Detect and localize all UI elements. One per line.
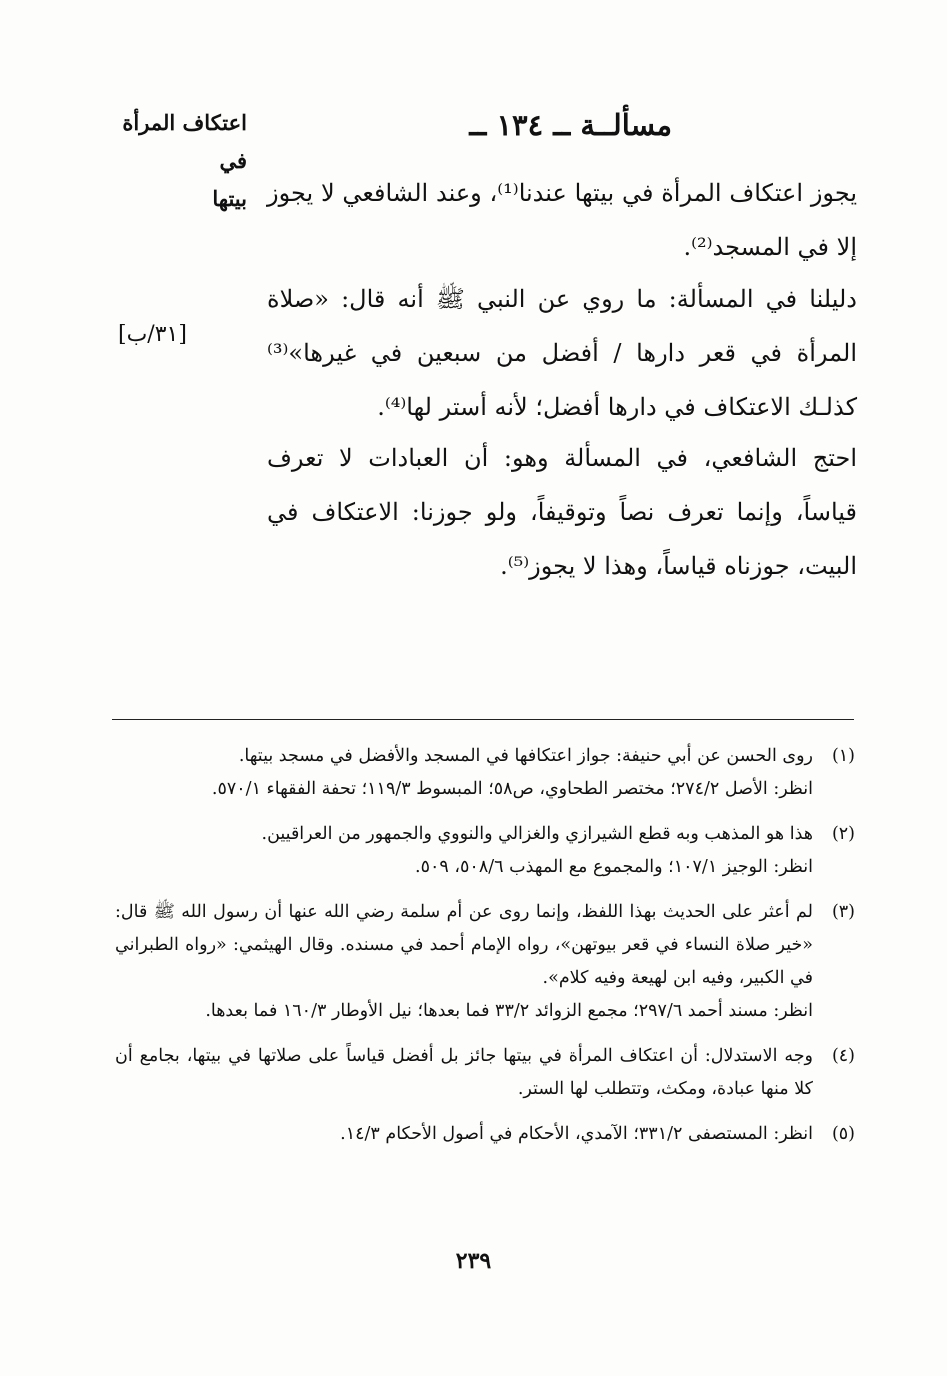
margin-note-line: بيتها xyxy=(212,186,247,211)
footnote-text xyxy=(115,740,813,806)
body-paragraph: احتج الشافعي، في المسألة وهو: أن العبادات لا تعرف قياساً، وإنما تعرف نصاً وتوقيفاً، ولو جوزنا: الاعتكاف في البيت، جوزناه قياساً، وهذا لا يجوز⁽⁵⁾. xyxy=(267,444,857,580)
footnote-number: (٢) xyxy=(831,824,855,844)
footnote-line: روى الحسن عن أبي حنيفة: جواز اعتكافها في المسجد والأفضل في مسجد بيتها. xyxy=(238,746,813,766)
footnote-line: انظر: مسند أحمد ٢٩٧/٦؛ مجمع الزوائد ٣٣/٢ فما بعدها؛ نيل الأوطار ١٦٠/٣ فما بعدها. xyxy=(205,1001,813,1021)
body-paragraph: دليلنا في المسألة: ما روي عن النبي ﷺ أنه قال: «صلاة المرأة في قعر دارها / أفضل من سبعين في غيرها»⁽³⁾ كذلـك الاعتكاف في دارها أفضل؛ لأنه أستر لها⁽⁴⁾. xyxy=(267,285,857,421)
body-paragraph: يجوز اعتكاف المرأة في بيتها عندنا⁽¹⁾، وعند الشافعي لا يجوز إلا في المسجد⁽²⁾. xyxy=(267,179,857,261)
folio-marker: [٣١/ب] xyxy=(118,322,187,347)
footnote-line: لم أعثر على الحديث بهذا اللفظ، وإنما روى عن أم سلمة رضي الله عنها أن رسول الله ﷺ قال: «خير صلاة النساء في قعر بيوتهن»، رواه الإمام أحمد في مسنده. وقال الهيثمي: «رواه الطبراني في الكبير، وفيه ابن لهيعة وفيه كلام». xyxy=(115,902,813,988)
footnote-line: انظر: الوجيز ١٠٧/١؛ والمجموع مع المهذب ٥٠٨/٦، ٥٠٩. xyxy=(415,857,813,877)
margin-note-line: اعتكاف المرأة في xyxy=(122,110,247,173)
page-number: ٢٣٩ xyxy=(455,1248,492,1274)
margin-topic-note xyxy=(107,104,247,218)
footnote xyxy=(115,896,855,1028)
footnote-text xyxy=(115,818,813,884)
footnote-text xyxy=(115,896,813,1028)
footnote xyxy=(115,740,855,806)
footnote-line: هذا هو المذهب وبه قطع الشيرازي والغزالي والنووي والجمهور من العراقيين. xyxy=(261,824,813,844)
footnote-line: انظر: الأصل ٢٧٤/٢؛ مختصر الطحاوي، ص٥٨؛ المبسوط ١١٩/٣؛ تحفة الفقهاء ٥٧٠/١. xyxy=(211,779,813,799)
footnote-text xyxy=(115,1118,813,1151)
footnote-number: (٣) xyxy=(831,902,855,922)
footnote-number: (١) xyxy=(831,746,855,766)
footnote xyxy=(115,818,855,884)
footnote-text xyxy=(115,1040,813,1106)
issue-heading: مسألــة ــ ١٣٤ ــ xyxy=(469,108,672,142)
footnote-number: (٤) xyxy=(831,1046,855,1066)
footnote-line: انظر: المستصفى ٣٣١/٢؛ الآمدي، الأحكام في أصول الأحكام ١٤/٣. xyxy=(340,1124,813,1144)
footnote xyxy=(115,1118,855,1151)
footnotes-section xyxy=(115,740,855,1163)
footnote xyxy=(115,1040,855,1106)
footnote-number: (٥) xyxy=(831,1124,855,1144)
footnote-divider xyxy=(112,719,854,720)
footnote-line: وجه الاستدلال: أن اعتكاف المرأة في بيتها جائز بل أفضل قياساً على صلاتها في بيتها، بجامع أن كلا منها عبادة، ومكث، وتتطلب لها الستر. xyxy=(115,1046,813,1099)
